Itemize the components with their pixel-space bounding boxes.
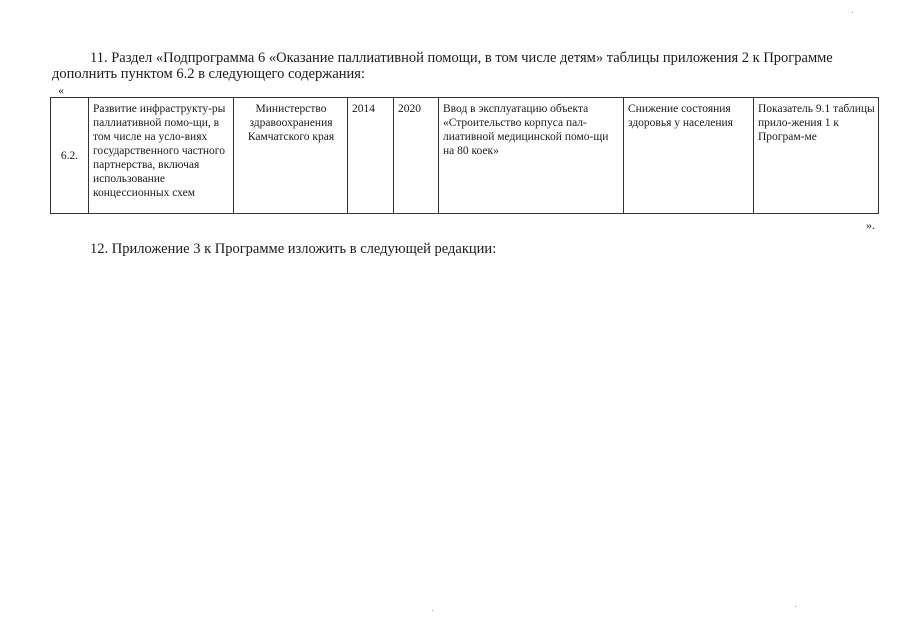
- cell-end-year: 2020: [394, 98, 439, 214]
- closing-quote: ».: [866, 218, 875, 232]
- amendment-table: [50, 97, 879, 214]
- cell-activity: Развитие инфраструкту-ры паллиативной помо-щи, в том числе на усло-виях государственного частного партнерства, включая использование концессионных схем: [89, 98, 234, 214]
- cell-number: 6.2.: [51, 98, 89, 214]
- opening-quote: «: [58, 83, 64, 97]
- cell-executor: Министерство здравоохранения Камчатского края: [234, 98, 348, 214]
- scan-speck: [795, 606, 796, 607]
- paragraph-11: [52, 50, 884, 82]
- scan-speck: [432, 610, 433, 611]
- cell-start-year: 2014: [348, 98, 394, 214]
- cell-consequence: Снижение состояния здоровья у населения: [624, 98, 754, 214]
- paragraph-11-line-2: дополнить пунктом 6.2 в следующего содержания:: [52, 66, 365, 82]
- cell-indicator: Показатель 9.1 таблицы прило-жения 1 к Програм-ме: [754, 98, 879, 214]
- paragraph-11-line-1: 11. Раздел «Подпрограмма 6 «Оказание паллиативной помощи, в том числе детям» таблицы приложения 2 к Программе: [90, 50, 833, 66]
- table-row: [51, 98, 879, 214]
- cell-result: Ввод в эксплуатацию объекта «Строительство корпуса пал-лиативной медицинской помо-щи на 80 коек»: [439, 98, 624, 214]
- paragraph-12: 12. Приложение 3 к Программе изложить в следующей редакции:: [90, 241, 497, 257]
- scan-speck: [852, 12, 853, 13]
